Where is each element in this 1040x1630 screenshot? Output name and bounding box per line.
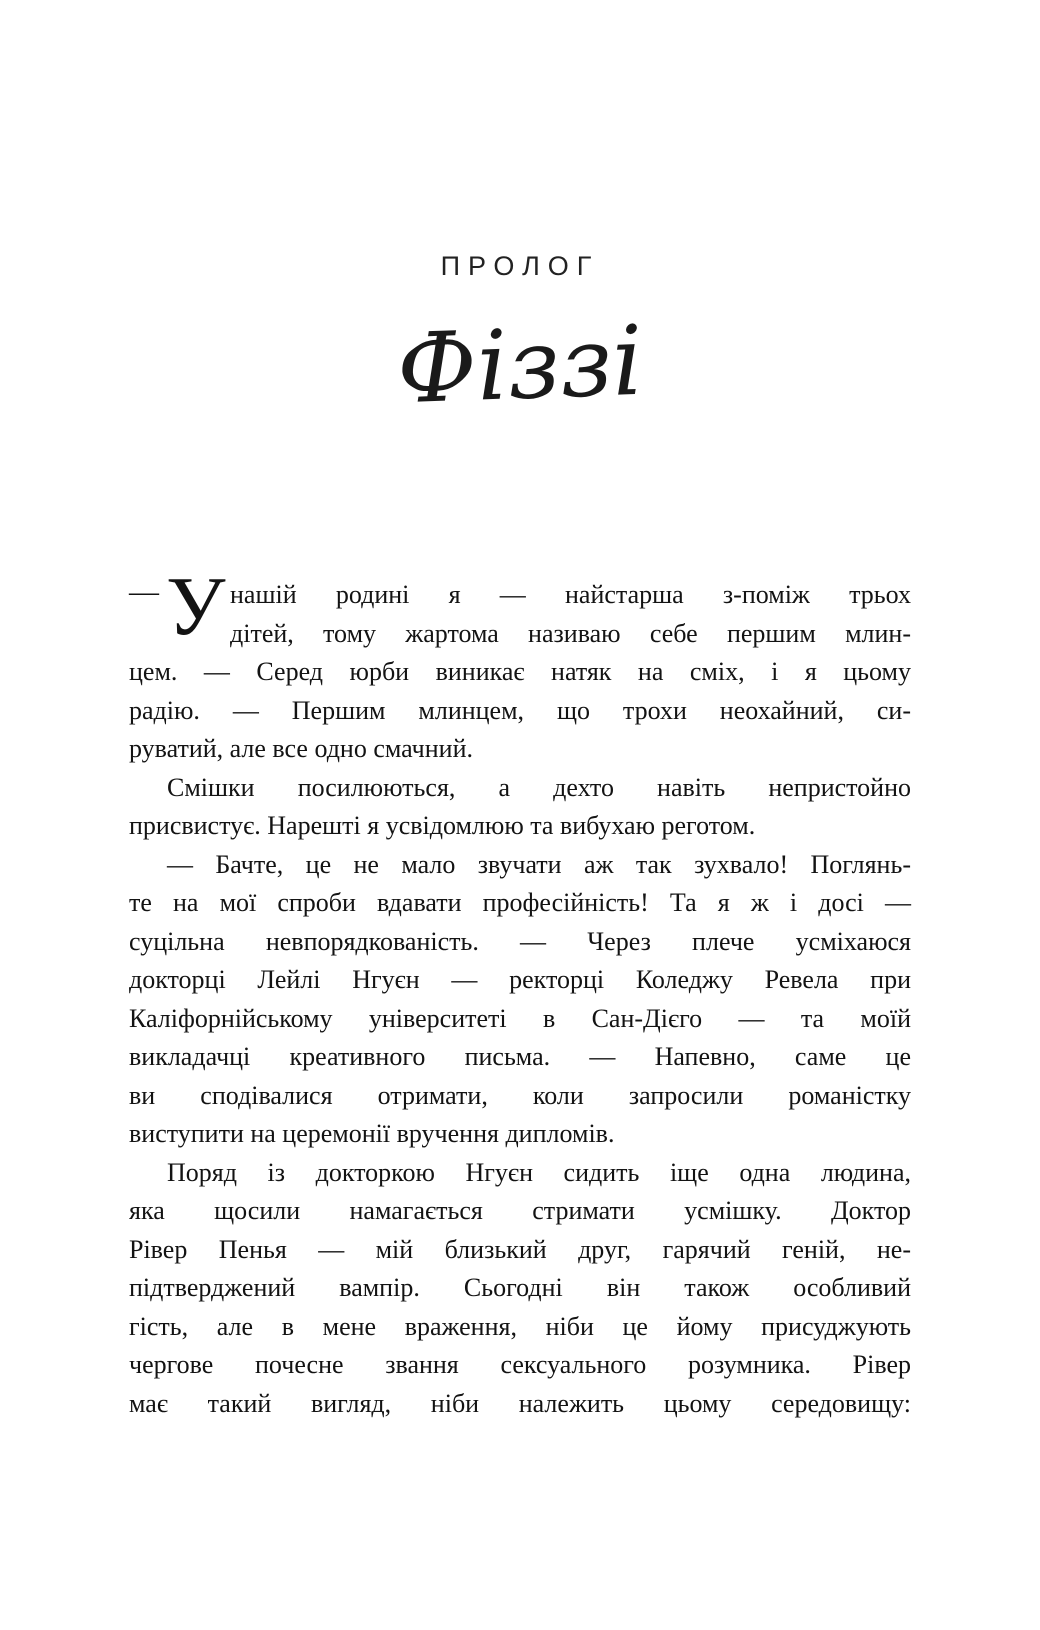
text-line: виступити на церемонії вручення дипломів.	[129, 1119, 615, 1148]
text-line: докторці Лейлі Нгуєн — ректорці Коледжу Ревела при	[129, 965, 911, 994]
text-line: підтверджений вампір. Сьогодні він також особливий	[129, 1273, 911, 1302]
paragraph	[129, 560, 911, 769]
text-line: Смішки посилюються, а дехто навіть непристойно	[167, 772, 911, 802]
text-line: радію. — Першим млинцем, що трохи неохайний, си-	[129, 695, 911, 725]
text-line: ви сподівалися отримати, коли запросили романістку	[129, 1080, 911, 1110]
text-line: гість, але в мене враження, ніби це йому присуджують	[129, 1311, 911, 1341]
text-line: те на мої спроби вдавати професійність! Та я ж і досі —	[129, 888, 911, 917]
text-line: викладачці креативного письма. — Напевно, саме це	[129, 1042, 911, 1071]
text-line: суцільна невпорядкованість. — Через плече усміхаюся	[129, 926, 911, 956]
text-line: Каліфорнійському університеті в Сан-Дієго — та моїй	[129, 1003, 911, 1033]
text-line: дітей, тому жартома називаю себе першим млин-	[230, 618, 911, 648]
text-line: має такий вигляд, ніби належить цьому середовищу:	[129, 1388, 911, 1418]
body-text	[129, 560, 911, 1423]
text-line: чергове почесне звання сексуального розумника. Рівер	[129, 1350, 911, 1379]
paragraph	[129, 846, 911, 1154]
paragraph	[129, 769, 911, 846]
drop-cap-dash: —	[129, 575, 159, 608]
chapter-title-script: Фіззі	[395, 304, 645, 426]
text-line: Рівер Пенья — мій близький друг, гарячий геній, не-	[129, 1234, 911, 1264]
paragraph	[129, 1154, 911, 1424]
text-line: — Бачте, це не мало звучати аж так зухвало! Поглянь-	[167, 849, 911, 879]
text-line: Поряд із докторкою Нгуєн сидить іще одна людина,	[167, 1157, 911, 1187]
text-line: нашій родині я — найстарша з-поміж трьох	[230, 580, 911, 609]
drop-cap-letter: У	[166, 560, 226, 653]
chapter-heading: ПРОЛОГ	[440, 251, 600, 281]
text-line: руватий, але все одно смачний.	[129, 734, 473, 763]
text-line: присвистує. Нарешті я усвідомлюю та вибухаю реготом.	[129, 811, 756, 840]
text-line: яка щосили намагається стримати усмішку. Доктор	[129, 1196, 911, 1225]
text-line: цем. — Серед юрби виникає натяк на сміх, і я цьому	[129, 657, 911, 686]
drop-cap	[129, 560, 226, 653]
